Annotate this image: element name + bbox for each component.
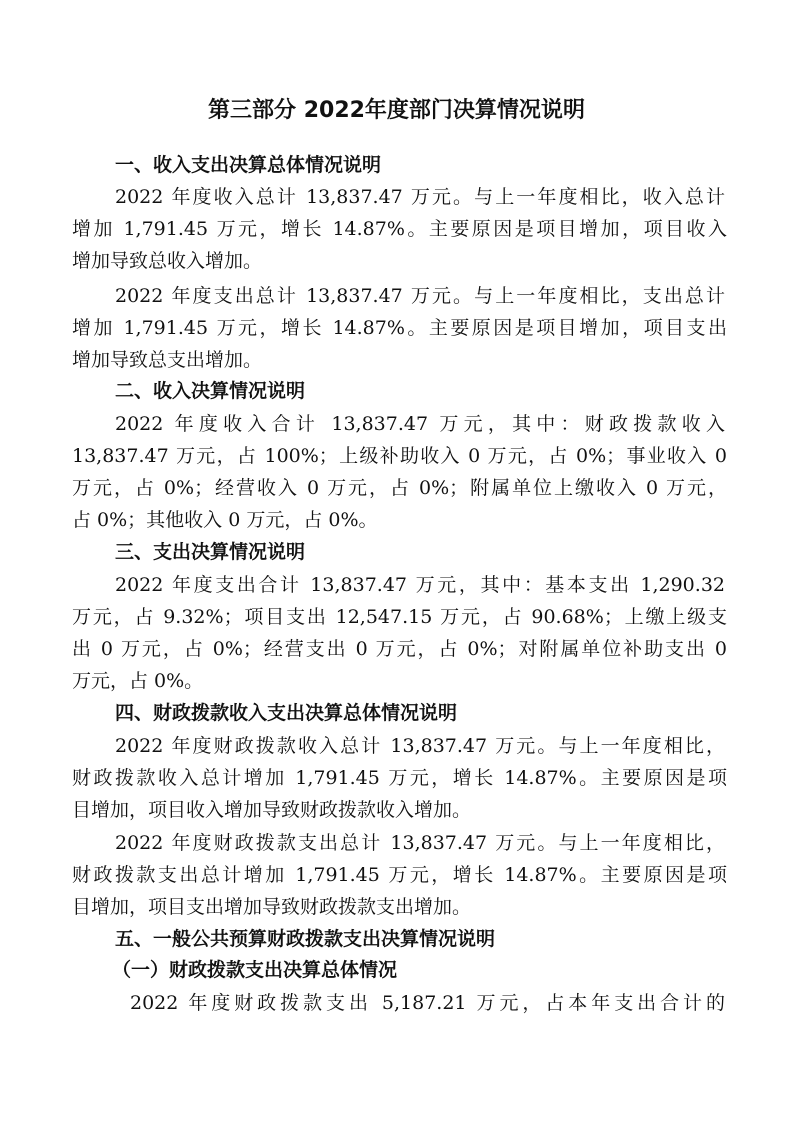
section-5-sub-1-para-1-line-1: 2022 年度财政拨款支出 5,187.21 万元，占本年支出合计的: [130, 992, 725, 1014]
section-2-heading: 二、收入决算情况说明: [115, 380, 306, 402]
section-4-heading: 四、财政拨款收入支出决算总体情况说明: [115, 702, 458, 724]
section-4-para-2-line-3: 目增加，项目支出增加导致财政拨款支出增加。: [72, 896, 472, 918]
section-1-para-1-line-2: 增加 1,791.45 万元，增长 14.87%。主要原因是项目增加，项目收入: [72, 218, 727, 240]
section-4-para-1-line-3: 目增加，项目收入增加导致财政拨款收入增加。: [72, 799, 472, 821]
section-2-para-1-line-4: 占 0%；其他收入 0 万元，占 0%。: [72, 509, 378, 531]
section-1-heading: 一、收入支出决算总体情况说明: [115, 154, 382, 176]
section-2-para-1-line-2: 13,837.47 万元，占 100%；上级补助收入 0 万元，占 0%；事业收入 0: [72, 445, 727, 467]
section-3-para-1-line-2: 万元，占 9.32%；项目支出 12,547.15 万元，占 90.68%；上缴上级支: [72, 606, 727, 628]
section-4-para-1-line-2: 财政拨款收入总计增加 1,791.45 万元，增长 14.87%。主要原因是项: [72, 767, 727, 789]
section-1-para-2-line-2: 增加 1,791.45 万元，增长 14.87%。主要原因是项目增加，项目支出: [72, 317, 727, 339]
section-5-heading: 五、一般公共预算财政拨款支出决算情况说明: [115, 928, 496, 950]
section-2-para-1-line-1: 2022 年度收入合计 13,837.47 万元，其中：财政拨款收入: [115, 413, 725, 435]
section-1-para-1-line-3: 增加导致总收入增加。: [72, 250, 263, 272]
section-4-para-2-line-2: 财政拨款支出总计增加 1,791.45 万元，增长 14.87%。主要原因是项: [72, 864, 727, 886]
section-1-para-1-line-1: 2022 年度收入总计 13,837.47 万元。与上一年度相比，收入总计: [115, 186, 725, 208]
page-title: 第三部分 2022年度部门决算情况说明: [208, 98, 585, 123]
section-4-para-2-line-1: 2022 年度财政拨款支出总计 13,837.47 万元。与上一年度相比，: [115, 832, 725, 854]
section-2-para-1-line-3: 万元，占 0%；经营收入 0 万元，占 0%；附属单位上缴收入 0 万元，: [72, 477, 727, 499]
section-5-sub-1-heading: （一）财政拨款支出决算总体情况: [112, 959, 398, 981]
section-3-heading: 三、支出决算情况说明: [115, 541, 306, 563]
section-1-para-2-line-1: 2022 年度支出总计 13,837.47 万元。与上一年度相比，支出总计: [115, 285, 725, 307]
section-3-para-1-line-4: 万元，占 0%。: [72, 670, 204, 692]
section-4-para-1-line-1: 2022 年度财政拨款收入总计 13,837.47 万元。与上一年度相比，: [115, 735, 725, 757]
section-3-para-1-line-1: 2022 年度支出合计 13,837.47 万元，其中：基本支出 1,290.32: [115, 574, 725, 596]
section-1-para-2-line-3: 增加导致总支出增加。: [72, 349, 263, 371]
section-3-para-1-line-3: 出 0 万元，占 0%；经营支出 0 万元，占 0%；对附属单位补助支出 0: [72, 638, 727, 660]
